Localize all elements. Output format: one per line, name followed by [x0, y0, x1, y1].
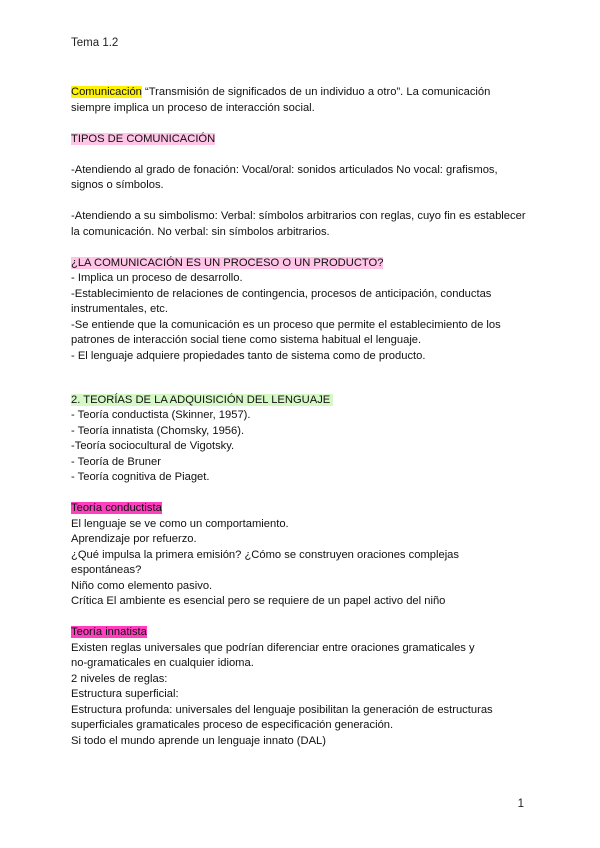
page-number: 1: [517, 798, 524, 810]
proceso-line: patrones de interacción social tiene como sistema habitual el lenguaje.: [71, 334, 422, 346]
teoria-list-item: -Teoría sociocultural de Vigotsky.: [71, 440, 235, 452]
fonacion-line-1: -Atendiendo al grado de fonación: Vocal/oral: sonidos articulados No vocal: grafismos,: [71, 163, 498, 176]
innatista-line: superficiales gramaticales proceso de especificación generación.: [71, 719, 394, 731]
innatista-section: [71, 625, 541, 749]
intro-section: [71, 85, 541, 116]
innatista-line: Si todo el mundo aprende un lenguaje innato (DAL): [71, 734, 327, 747]
intro-definition: “Transmisión de significados de un individuo a otro”. La comunicación: [141, 86, 491, 98]
simbolismo-line-1: -Atendiendo a su simbolismo: Verbal: símbolos arbitrarios con reglas, cuyo fin es establecer: [71, 210, 526, 222]
conductista-section: [71, 501, 541, 610]
conductista-line: El lenguaje se ve como un comportamiento.: [71, 517, 289, 530]
innatista-line: Existen reglas universales que podrían diferenciar entre oraciones gramaticales y: [71, 641, 475, 654]
innatista-line: no-gramaticales en cualquier idioma.: [71, 657, 254, 669]
innatista-heading: Teoría innatista: [71, 626, 147, 638]
tipos-heading: TIPOS DE COMUNICACIÓN: [71, 132, 216, 145]
document-body: [71, 85, 541, 749]
conductista-heading: Teoría conductista: [71, 502, 162, 514]
term-comunicacion: Comunicación: [71, 86, 142, 98]
conductista-line: Crítica El ambiente es esencial pero se requiere de un papel activo del niño: [71, 595, 446, 607]
innatista-line: Estructura profunda: universales del lenguaje posibilitan la generación de estructuras: [71, 703, 493, 716]
teoria-list-item: - Teoría de Bruner: [71, 455, 161, 468]
teoria-list-item: - Teoría cognitiva de Piaget.: [71, 471, 210, 483]
proceso-line: instrumentales, etc.: [71, 303, 169, 315]
proceso-heading: ¿LA COMUNICACIÓN ES UN PROCESO O UN PRODUCTO?: [71, 256, 384, 269]
intro-line-2: siempre implica un proceso de interacción social.: [71, 101, 315, 114]
proceso-section: [71, 256, 541, 365]
conductista-line: ¿Qué impulsa la primera emisión? ¿Cómo se construyen oraciones complejas: [71, 548, 459, 561]
simbolismo-line-2: la comunicación. No verbal: sin símbolos arbitrarios.: [71, 225, 330, 238]
teorias-heading: 2. TEORÍAS DE LA ADQUISICIÓN DEL LENGUAJE: [71, 394, 333, 406]
teoria-list-item: - Teoría innatista (Chomsky, 1956).: [71, 424, 245, 437]
conductista-line: Aprendizaje por refuerzo.: [71, 533, 197, 545]
proceso-line: - El lenguaje adquiere propiedades tanto de sistema como de producto.: [71, 349, 426, 362]
page-header: Tema 1.2: [71, 37, 119, 49]
proceso-line: - Implica un proceso de desarrollo.: [71, 272, 243, 284]
innatista-line: 2 niveles de reglas:: [71, 672, 168, 685]
teorias-section: [71, 393, 541, 486]
intro-line-1: [71, 85, 541, 101]
teoria-list-item: - Teoría conductista (Skinner, 1957).: [71, 409, 251, 421]
proceso-line: -Establecimiento de relaciones de contingencia, procesos de anticipación, conductas: [71, 287, 492, 300]
innatista-line: Estructura superficial:: [71, 688, 179, 700]
proceso-line: -Se entiende que la comunicación es un proceso que permite el establecimiento de los: [71, 318, 501, 331]
tipos-section: [71, 132, 541, 241]
conductista-line: Niño como elemento pasivo.: [71, 579, 213, 592]
fonacion-line-2: signos o símbolos.: [71, 179, 164, 191]
conductista-line: espontáneas?: [71, 564, 142, 576]
